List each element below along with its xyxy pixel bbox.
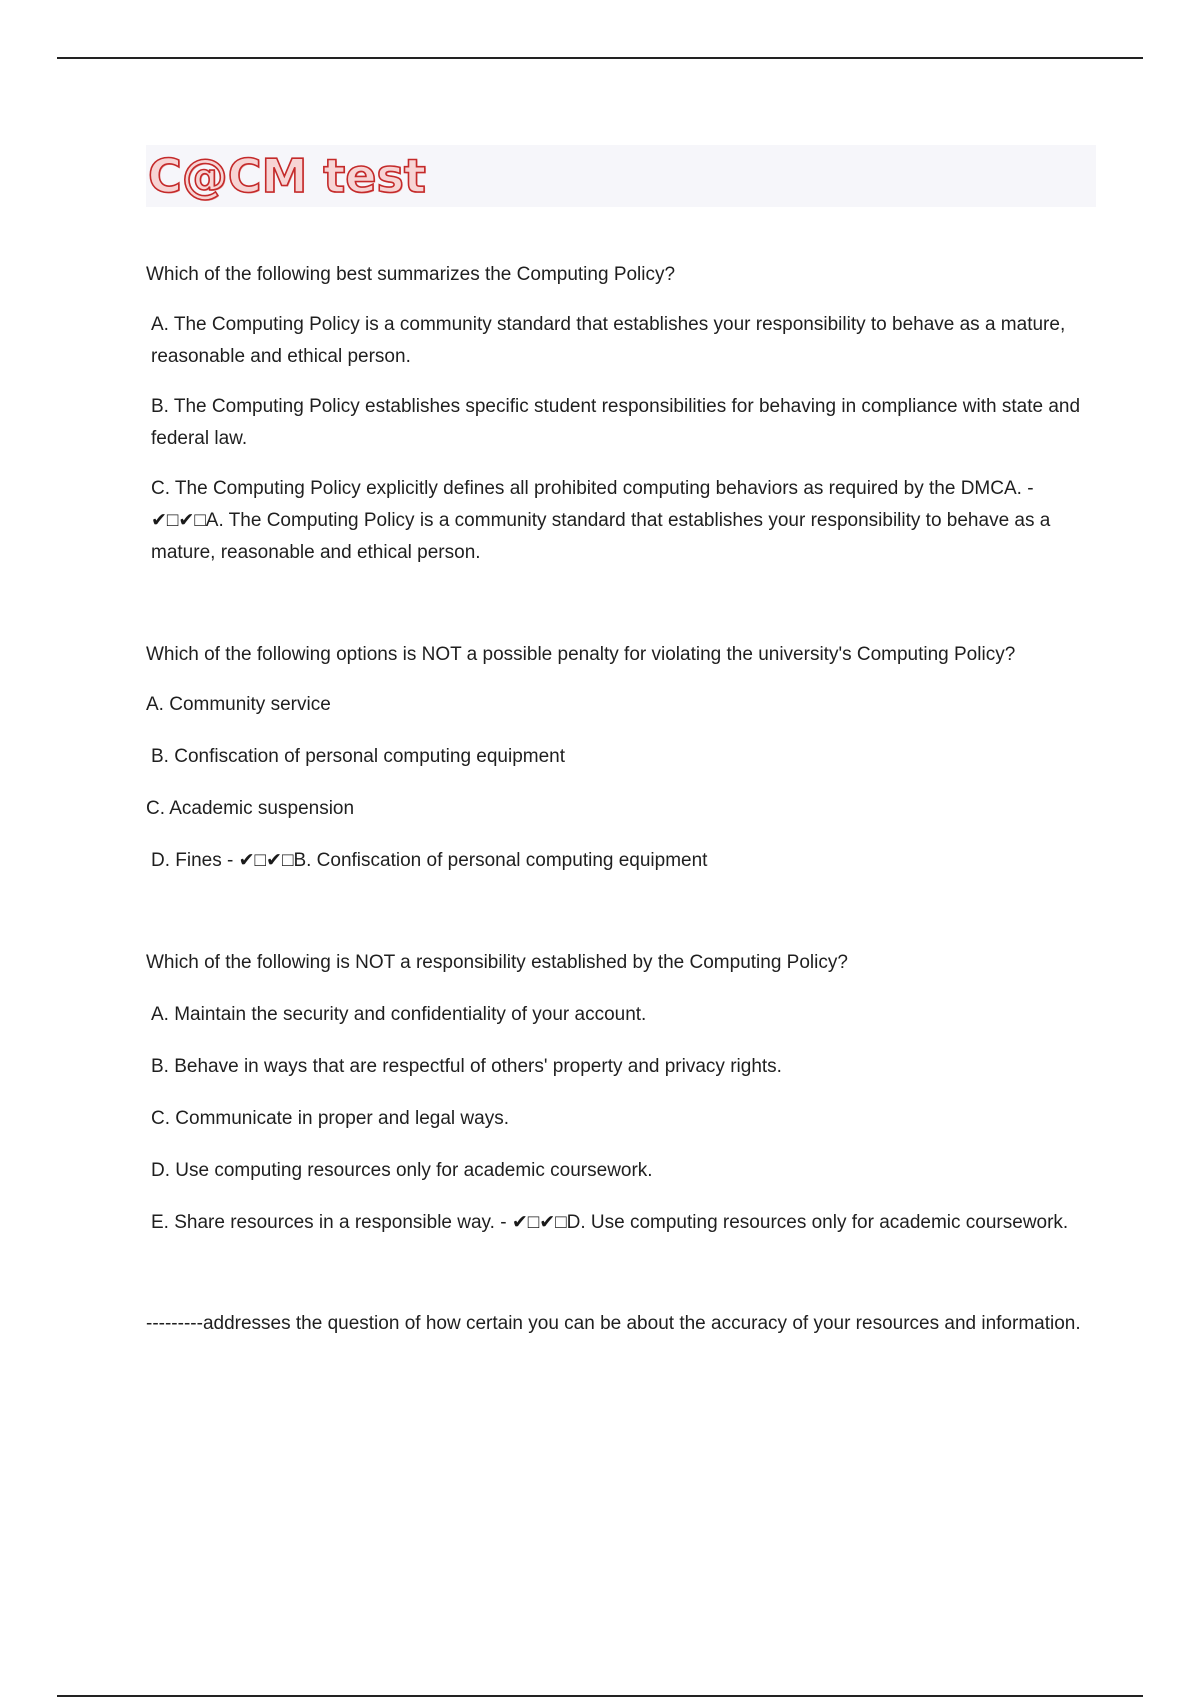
top-rule [57,57,1143,59]
question-1-option-c-and-answer [146,473,1096,569]
question-3-option-e-and-answer [146,1207,1096,1239]
answer-text: B. Confiscation of personal computing equipment [293,850,708,871]
question-2-option-b: B. Confiscation of personal computing equipment [151,746,566,767]
question-1-option-a: A. The Computing Policy is a community standard that establishes your responsibility to behave as a mature, reasonable and ethical person. [151,314,1066,367]
question-3-option-a: A. Maintain the security and confidentiality of your account. [151,1004,647,1025]
question-2-option-d-and-answer [146,845,1096,877]
question-1-option-b: B. The Computing Policy establishes specific student responsibilities for behaving in compliance with state and federal law. [151,396,1081,449]
logo: C@CM test [148,149,426,203]
header-banner [146,145,1096,207]
question-3: Which of the following is NOT a responsibility established by the Computing Policy? [146,952,848,973]
question-3-option-b: B. Behave in ways that are respectful of others' property and privacy rights. [151,1056,782,1077]
option-e-text: E. Share resources in a responsible way. - [151,1212,507,1233]
bottom-rule [57,1695,1143,1697]
option-d-text: D. Fines - [151,850,234,871]
question-2-option-c: C. Academic suspension [146,798,355,819]
checkmarks: ✔□✔□ [511,1212,567,1233]
answer-text: A. The Computing Policy is a community standard that establishes your responsibility to behave as a mature, reasonable and ethical person. [151,510,1051,563]
question-3-option-c: C. Communicate in proper and legal ways. [151,1108,510,1129]
answer-text: D. Use computing resources only for academic coursework. [566,1212,1069,1233]
checkmarks: ✔□✔□ [151,510,206,531]
question-2: Which of the following options is NOT a possible penalty for violating the university's Computing Policy? [146,644,1016,665]
checkmarks: ✔□✔□ [238,850,294,871]
option-c-text: C. The Computing Policy explicitly defines all prohibited computing behaviors as required by the DMCA. [151,478,1022,499]
separator: - [1027,478,1034,499]
question-3-option-d: D. Use computing resources only for academic coursework. [151,1160,653,1181]
question-1: Which of the following best summarizes the Computing Policy? [146,264,676,285]
document-body [146,145,1096,1339]
question-4: ---------addresses the question of how certain you can be about the accuracy of your resources and information. [146,1313,1081,1334]
question-2-option-a: A. Community service [146,694,331,715]
